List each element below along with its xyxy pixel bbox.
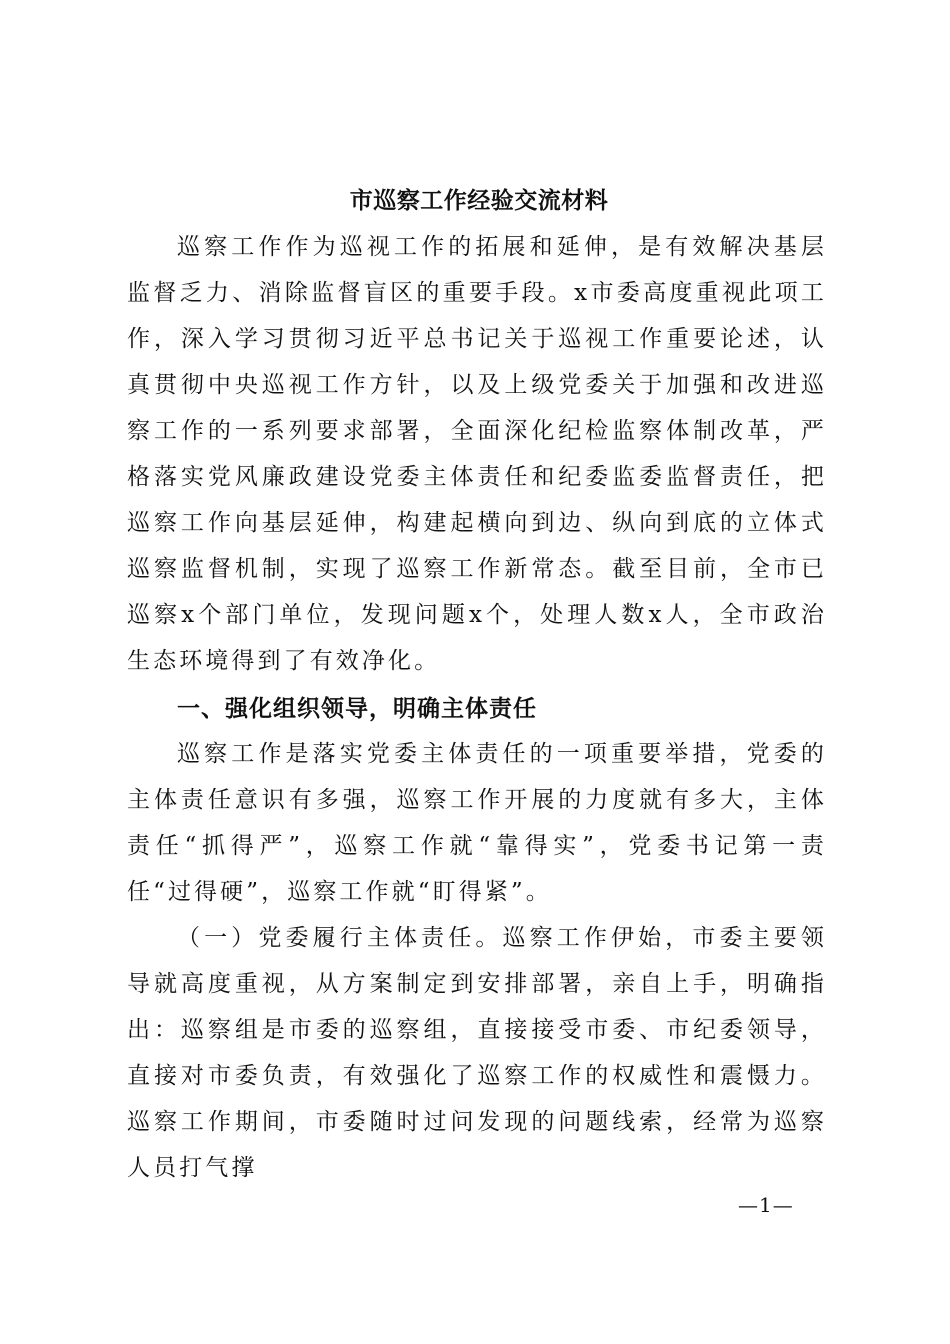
section-heading-1: 一、强化组织领导，明确主体责任 — [177, 696, 537, 722]
intro-paragraph: 巡察工作作为巡视工作的拓展和延伸，是有效解决基层监督乏力、消除监督盲区的重要手段。x市委高度重视此项工作，深入学习贯彻习近平总书记关于巡视工作重要论述，认真贯彻中央巡视工作方针，以及上级党委关于加强和改进巡察工作的一系列要求部署，全面深化纪检监察体制改革，严格落实党风廉政建设党委主体责任和纪委监委监督责任，把巡察工作向基层延伸，构建起横向到边、纵向到底的立体式巡察监督机制，实现了巡察工作新常态。截至目前，全市已巡察x个部门单位，发现问题x个，处理人数x人，全市政治生态环境得到了有效净化。 — [127, 234, 827, 674]
document-title: 市巡察工作经验交流材料 — [349, 187, 609, 214]
page-number: —1— — [738, 1193, 794, 1217]
section-1-paragraph: 巡察工作是落实党委主体责任的一项重要举措，党委的主体责任意识有多强，巡察工作开展的力度就有多大，主体责任“抓得严”，巡察工作就“靠得实”，党委书记第一责任“过得硬”，巡察工作就“盯得紧”。 — [127, 741, 827, 905]
subsection-1-lead: （一）党委履行主体责任。 — [177, 925, 503, 951]
subsection-1-paragraph — [127, 915, 827, 1191]
subsection-1-body: 巡察工作伊始，市委主要领导就高度重视，从方案制定到安排部署，亲自上手，明确指出：巡察组是市委的巡察组，直接接受市委、市纪委领导，直接对市委负责，有效强化了巡察工作的权威性和震慑力。巡察工作期间，市委随时过问发现的问题线索，经常为巡察人员打气撑 — [127, 925, 827, 1181]
